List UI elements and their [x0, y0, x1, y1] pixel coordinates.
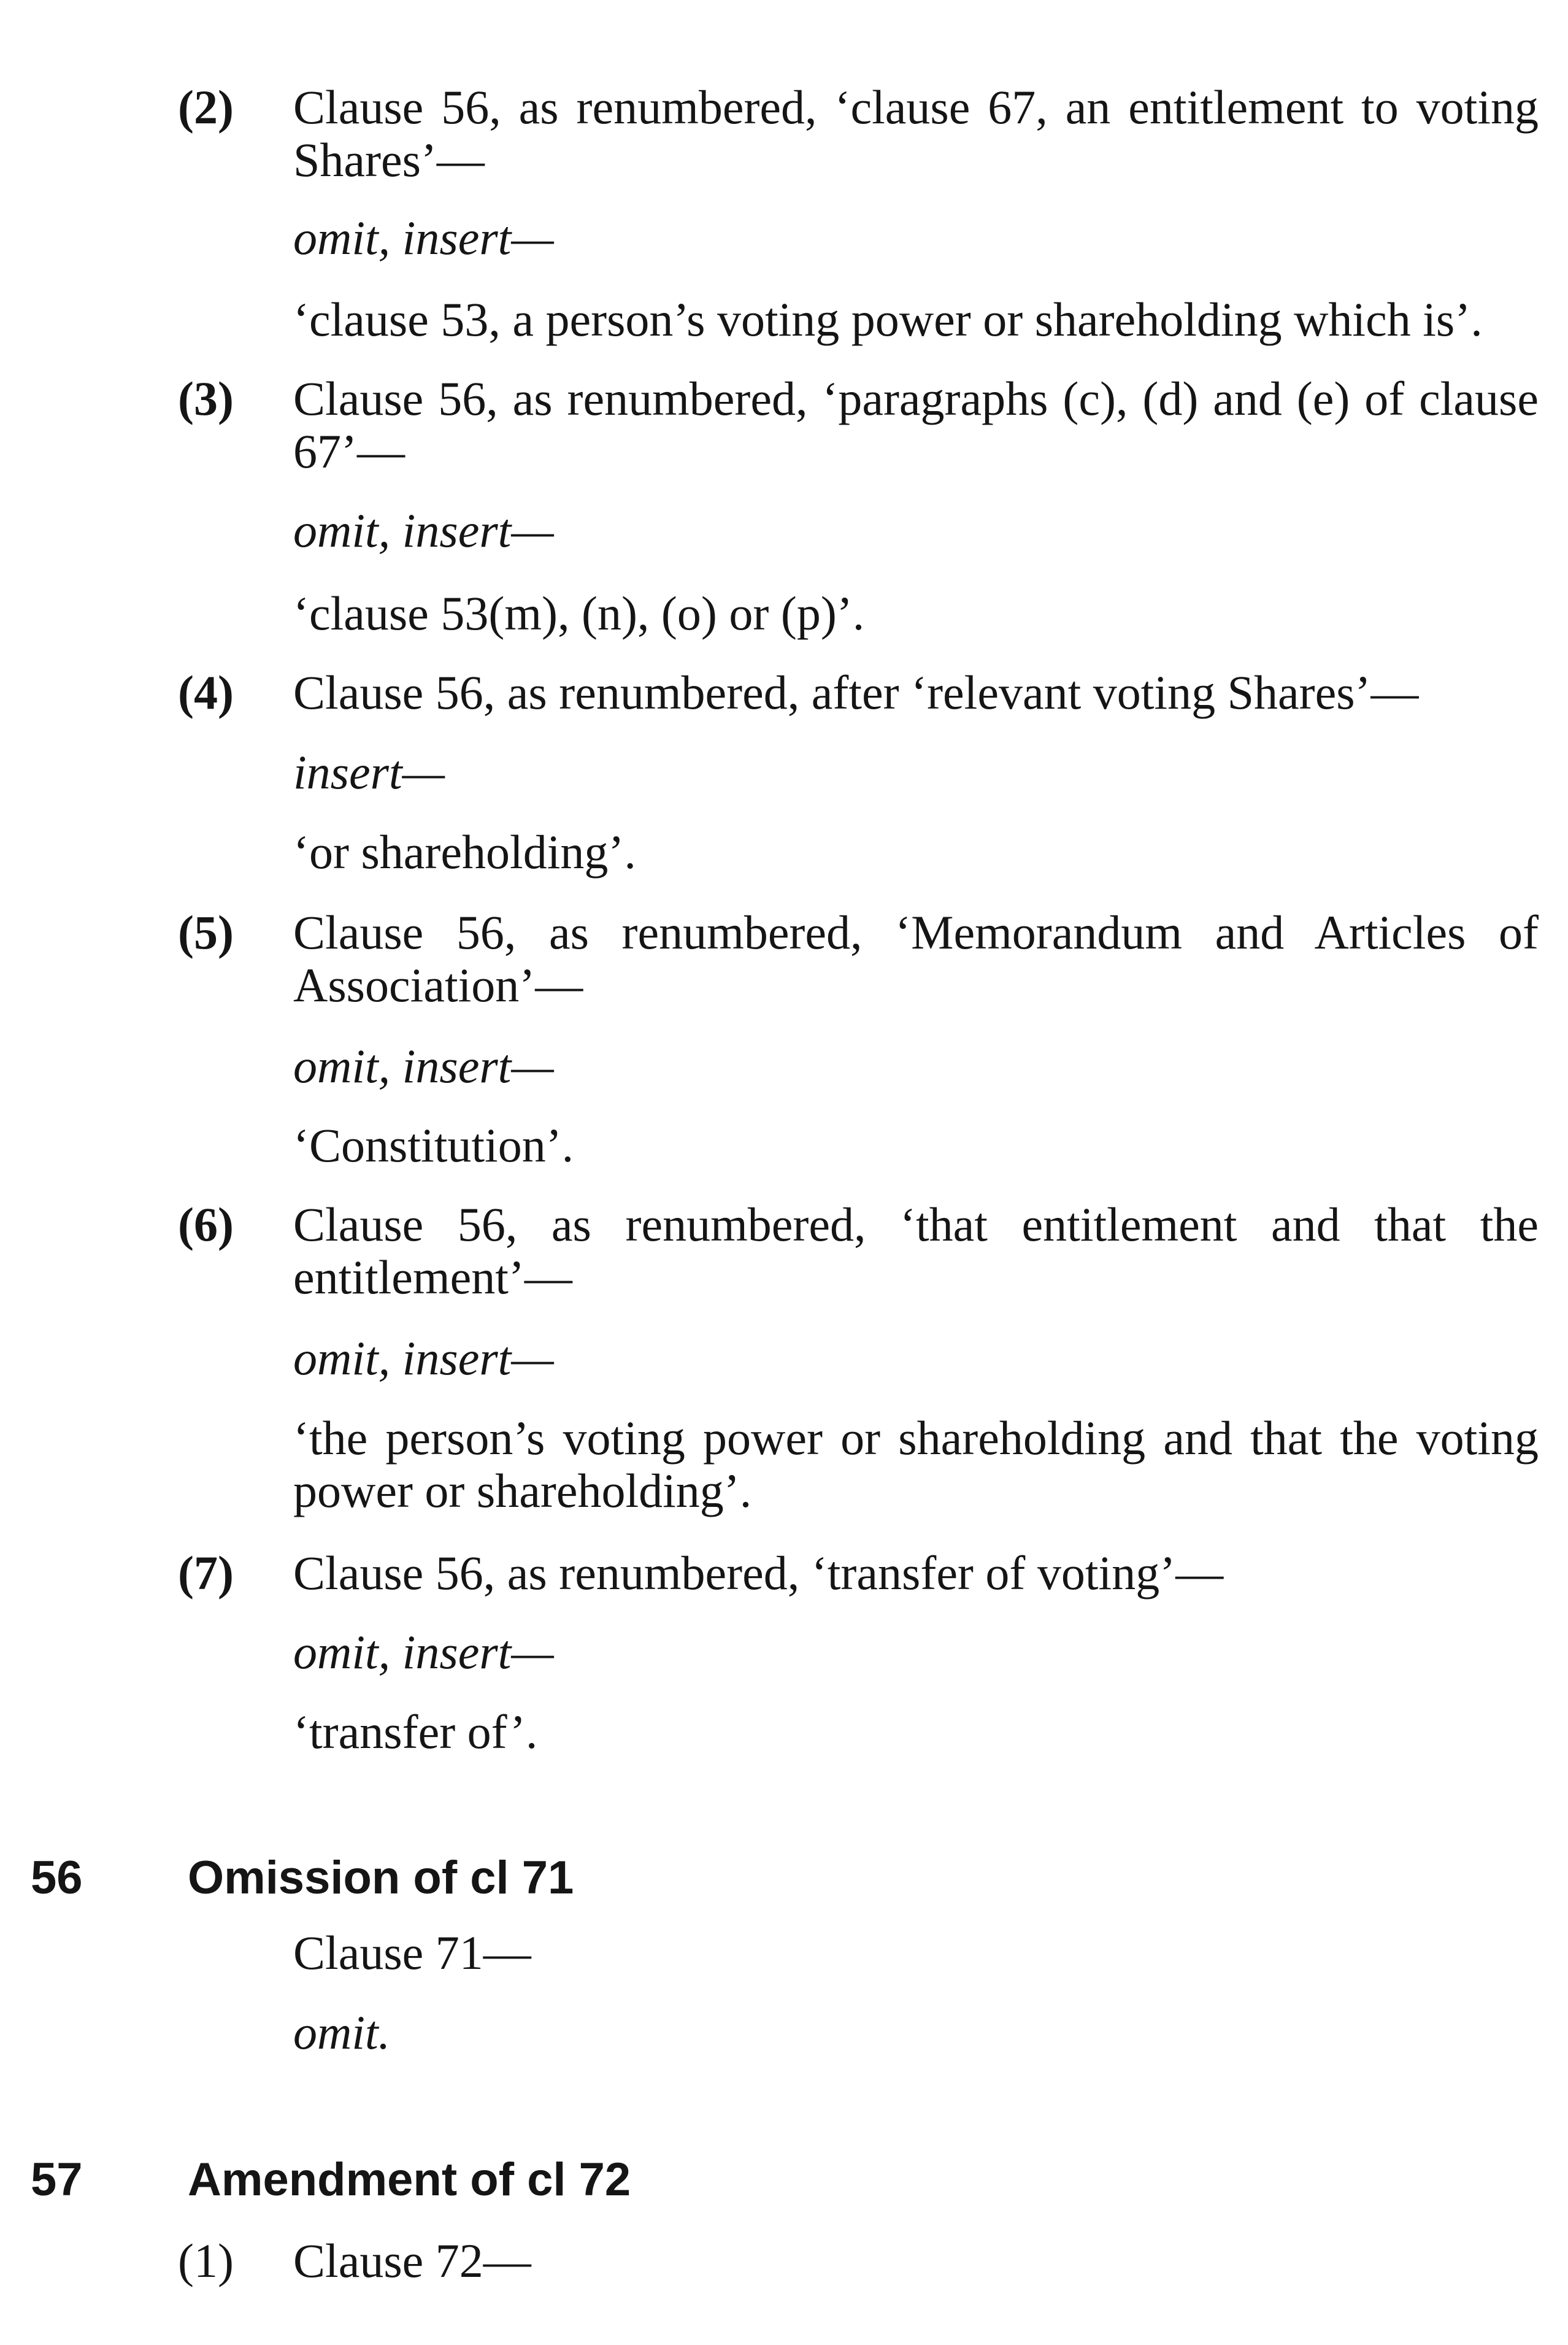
subsection-number: (3)	[178, 372, 234, 425]
amendment-text: Clause 56, as renumbered, ‘that entitlement and that the entitlement’—	[293, 1198, 1539, 1304]
instruction-text: insert—	[293, 745, 445, 799]
section-body: Clause 71—	[293, 1926, 531, 1979]
insert-text: ‘transfer of’.	[293, 1705, 538, 1758]
subsection-number: (2)	[178, 80, 234, 134]
amendment-text: Clause 56, as renumbered, ‘Memorandum and Articles of Association’—	[293, 906, 1539, 1012]
subsection-number: (7)	[178, 1546, 234, 1600]
section-number: 57	[31, 2154, 83, 2206]
insert-text: ‘the person’s voting power or shareholding and that the voting power or shareholding’.	[293, 1411, 1539, 1517]
section-heading: Omission of cl 71	[188, 1852, 574, 1904]
instruction-text: omit, insert—	[293, 211, 554, 264]
insert-text: ‘clause 53(m), (n), (o) or (p)’.	[293, 587, 865, 640]
subsection-number: (6)	[178, 1198, 234, 1251]
subsection-number: (5)	[178, 906, 234, 959]
instruction-text: omit, insert—	[293, 504, 554, 557]
amendment-text: Clause 56, as renumbered, ‘transfer of voting’—	[293, 1546, 1224, 1600]
amendment-text: Clause 56, as renumbered, after ‘relevant voting Shares’—	[293, 666, 1419, 719]
section-body: Clause 72—	[293, 2234, 531, 2287]
insert-text: ‘Constitution’.	[293, 1119, 574, 1172]
instruction-text: omit.	[293, 2006, 391, 2059]
instruction-text: omit, insert—	[293, 1625, 554, 1679]
amendment-text: Clause 56, as renumbered, ‘clause 67, an entitlement to voting Shares’—	[293, 80, 1539, 187]
amendment-text: Clause 56, as renumbered, ‘paragraphs (c), (d) and (e) of clause 67’—	[293, 372, 1539, 478]
insert-text: ‘clause 53, a person’s voting power or shareholding which is’.	[293, 293, 1483, 346]
instruction-text: omit, insert—	[293, 1039, 554, 1093]
subsection-number: (4)	[178, 666, 234, 719]
section-heading: Amendment of cl 72	[188, 2154, 631, 2206]
section-number: 56	[31, 1852, 83, 1904]
subsection-number: (1)	[178, 2234, 234, 2287]
insert-text: ‘or shareholding’.	[293, 825, 636, 879]
instruction-text: omit, insert—	[293, 1331, 554, 1385]
